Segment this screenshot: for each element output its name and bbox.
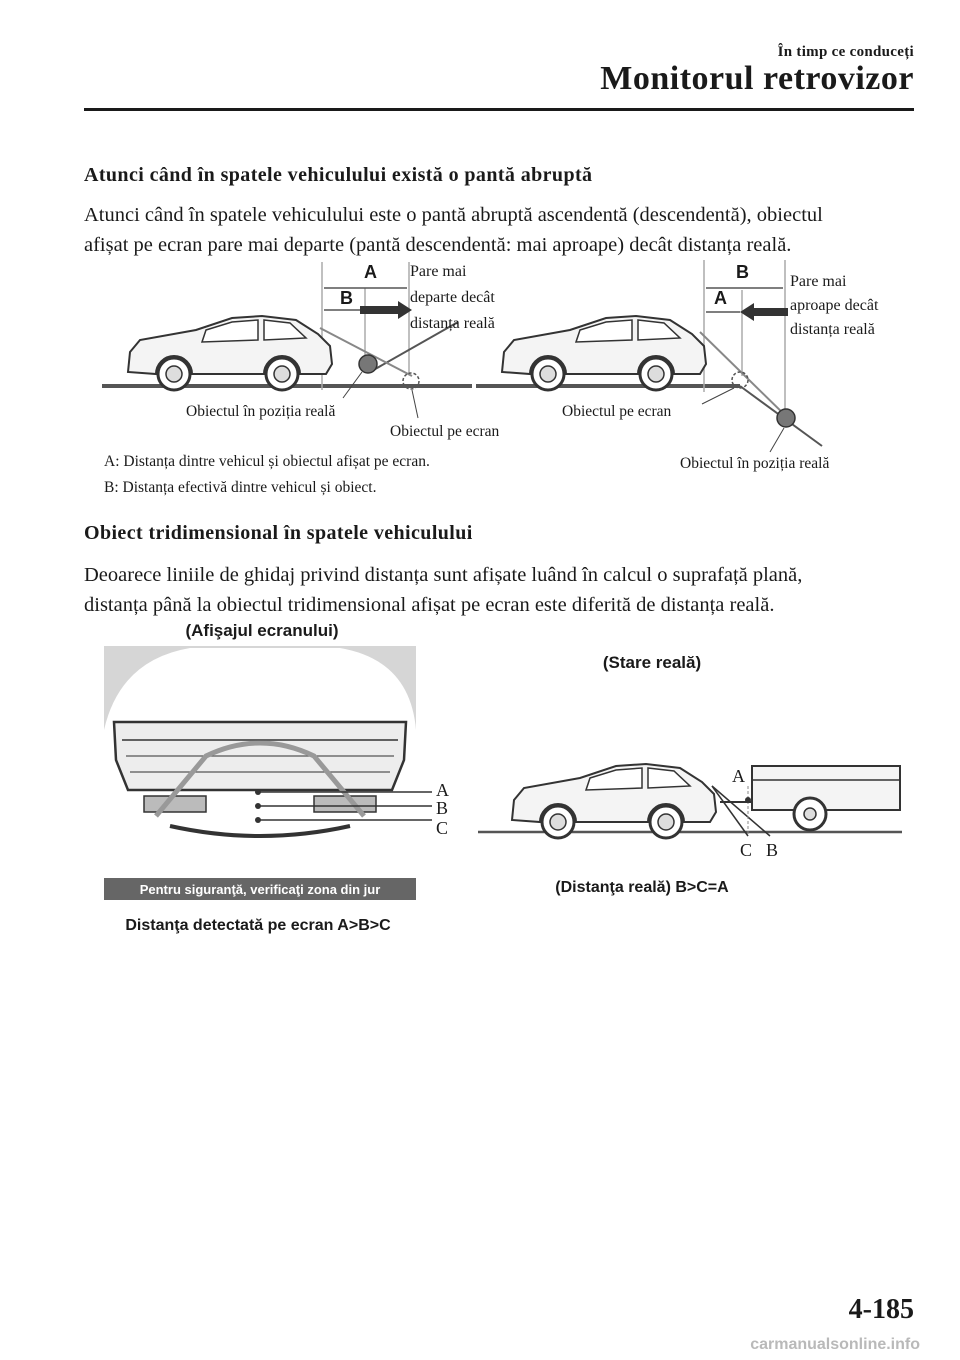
screen-bottom-caption: Distanţa detectată pe ecran A>B>C	[125, 917, 391, 934]
bumper-right	[314, 796, 376, 812]
screen-warning-text: Pentru siguranţă, verificaţi zona din jur	[139, 882, 381, 897]
sedan-car-real	[512, 764, 716, 838]
chapter-label: În timp ce conduceți	[777, 44, 914, 60]
page-title: Monitorul retrovizor	[600, 60, 914, 97]
real-caption: (Stare reală)	[602, 653, 702, 672]
note-line: Pare mai	[790, 273, 847, 290]
label-on-screen: Obiectul pe ecran	[390, 423, 500, 440]
legend-b: B: Distanța efectivă dintre vehicul și obiect.	[104, 479, 377, 496]
section-paragraph-line: Atunci când în spatele vehiculului este o pantă abruptă ascendentă (descendentă), obiectul	[84, 204, 823, 226]
trailer-body	[752, 766, 900, 810]
note-line: departe decât	[410, 289, 495, 306]
real-label-a: A	[732, 766, 745, 786]
note-line: distanța reală	[410, 315, 495, 332]
label-a: A	[364, 262, 377, 282]
pointer-dot	[255, 803, 261, 809]
section-paragraph-line: distanța până la obiectul tridimensional afișat pe ecran este diferită de distanța reală.	[84, 594, 775, 616]
point-a	[745, 797, 751, 803]
rear-camera-screen	[104, 646, 432, 900]
bumper-left	[144, 796, 206, 812]
screen-caption: (Afişajul ecranului)	[185, 621, 339, 640]
screen-label-b: B	[436, 798, 449, 818]
section-paragraph-line: afișat pe ecran pare mai departe (pantă descendentă: mai aproape) decât distanța reală.	[84, 234, 792, 256]
legend-a: A: Distanța dintre vehicul și obiectul afișat pe ecran.	[104, 453, 430, 470]
section-paragraph-line: Deoarece liniile de ghidaj privind distanța sunt afișate luând în calcul o suprafață plană,	[84, 564, 803, 586]
label-on-screen: Obiectul pe ecran	[562, 403, 672, 420]
note-line: Pare mai	[410, 263, 467, 280]
real-label-b: B	[766, 840, 779, 860]
label-a: A	[714, 288, 727, 308]
trailer-hub	[804, 808, 816, 820]
watermark: carmanualsonline.info	[750, 1336, 920, 1353]
pointer-dot	[255, 817, 261, 823]
screen-label-a: A	[436, 780, 449, 800]
label-b: B	[736, 262, 749, 282]
label-real-position: Obiectul în poziția reală	[186, 403, 336, 420]
sight-line-c	[712, 786, 748, 836]
real-bottom-caption: (Distanţa reală) B>C=A	[555, 879, 729, 896]
section-heading-3d-object: Obiect tridimensional în spatele vehiculului	[84, 522, 473, 544]
note-line: distanța reală	[790, 321, 875, 338]
page-number: 4-185	[848, 1294, 914, 1325]
label-real-position: Obiectul în poziția reală	[680, 455, 830, 472]
screen-label-c: C	[436, 818, 449, 838]
real-state-diagram	[478, 764, 902, 838]
real-label-c: C	[740, 840, 753, 860]
note-line: aproape decât	[790, 297, 879, 314]
section-heading-steep-slope: Atunci când în spatele vehiculului există o pantă abruptă	[84, 164, 593, 186]
pointer-dot	[255, 789, 261, 795]
label-b: B	[340, 288, 353, 308]
